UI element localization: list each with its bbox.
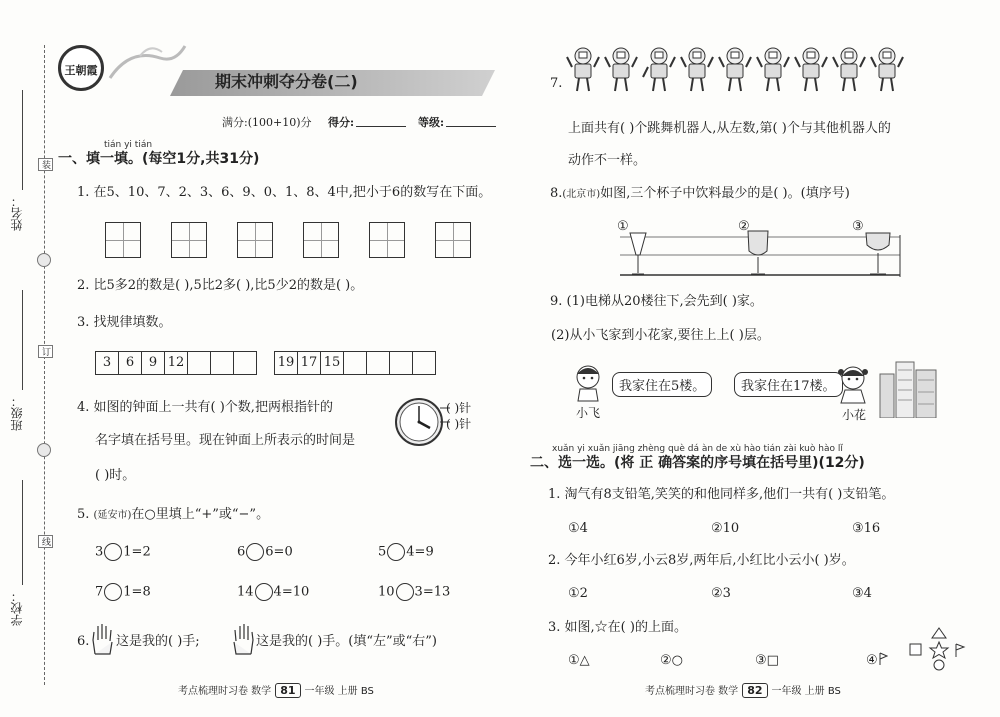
q5-eq-2 xyxy=(237,543,293,562)
answer-box-5[interactable] xyxy=(369,222,405,258)
q4-line2: 名字填在括号里。现在钟面上所表示的时间是 xyxy=(95,433,356,448)
q7-line1: 上面共有( )个跳舞机器人,从左数,第( )个与其他机器人的 xyxy=(568,121,891,136)
robot-icon xyxy=(870,45,904,93)
score-blank[interactable] xyxy=(356,126,406,127)
q9-1: 9. (1)电梯从20楼往下,会先到( )家。 xyxy=(550,294,763,309)
seq2-cell: 19 xyxy=(274,351,298,375)
grade-label: 等级: xyxy=(418,116,445,129)
q5-operand: 6 xyxy=(237,544,246,560)
operator-circle[interactable] xyxy=(396,583,414,601)
page-title: 期末冲刺夺分卷(二) xyxy=(215,72,358,91)
cup-label-2: ② xyxy=(738,219,750,234)
seq1-cell[interactable] xyxy=(233,351,257,375)
seq1-cell: 12 xyxy=(164,351,188,375)
q5-operand: 1=2 xyxy=(123,544,151,560)
seq1-cell: 3 xyxy=(95,351,119,375)
building-icon xyxy=(878,360,940,418)
q5-instruction: 在○里填上“+”或“−”。 xyxy=(131,507,270,522)
answer-box-3[interactable] xyxy=(237,222,273,258)
q7-line2: 动作不一样。 xyxy=(568,153,647,168)
s2-q3-opt2[interactable]: ②○ xyxy=(660,653,683,668)
operator-circle[interactable] xyxy=(104,543,122,561)
q5-operand: 1=8 xyxy=(123,584,151,600)
seq1-cell[interactable] xyxy=(187,351,211,375)
operator-circle[interactable] xyxy=(255,583,273,601)
name-label: 姓名： xyxy=(10,195,24,231)
page-number-left: 81 xyxy=(275,683,300,698)
s2-q2: 2. 今年小红6岁,小云8岁,两年后,小红比小云小( )岁。 xyxy=(548,553,855,568)
q8-question: 如图,三个杯子中饮料最少的是( )。(填序号) xyxy=(600,186,850,201)
seq1-cell: 6 xyxy=(118,351,142,375)
binding-hole-1 xyxy=(37,253,51,267)
operator-circle[interactable] xyxy=(387,543,405,561)
score-label: 得分: xyxy=(328,116,355,129)
name-xiaohua: 小花 xyxy=(842,408,867,422)
seq2-cell[interactable] xyxy=(366,351,390,375)
q5-operand: 6=0 xyxy=(265,544,293,560)
seq2-cell[interactable] xyxy=(343,351,367,375)
section2-pinyin: xuǎn yi xuǎn jiāng zhèng què dá àn de xù hào tián zài kuò hào lǐ xyxy=(552,444,843,454)
answer-box-6[interactable] xyxy=(435,222,471,258)
school-label: 学校： xyxy=(10,590,24,626)
girl-xiaohua-icon xyxy=(835,362,871,404)
robot-icon xyxy=(604,45,638,93)
operator-circle[interactable] xyxy=(104,583,122,601)
q3-text: 3. 找规律填数。 xyxy=(77,315,172,330)
clock-icon xyxy=(394,397,444,447)
s2-q2-opt1[interactable]: ①2 xyxy=(568,586,588,601)
q6-part2: 这是我的( )手。(填“左”或“右”) xyxy=(256,634,438,649)
q5-eq-4 xyxy=(95,583,151,602)
s2-q3: 3. 如图,☆在( )的上面。 xyxy=(548,620,687,635)
grade-blank[interactable] xyxy=(446,126,496,127)
q9-2: (2)从小飞家到小花家,要往上上( )层。 xyxy=(551,328,770,343)
class-underline xyxy=(22,290,23,390)
s2-q2-opt3[interactable]: ③4 xyxy=(852,586,872,601)
robot-icon xyxy=(680,45,714,93)
operator-circle[interactable] xyxy=(246,543,264,561)
q7-number: 7. xyxy=(550,76,563,91)
footer-left-tail: 一年级 上册 BS xyxy=(304,686,374,697)
q4-line1: 4. 如图的钟面上一共有( )个数,把两根指针的 xyxy=(77,400,333,415)
q1-text: 1. 在5、10、7、2、3、6、9、0、1、8、4中,把小于6的数写在下面。 xyxy=(77,185,492,200)
q8-text xyxy=(550,185,850,204)
s2-q1-opt3[interactable]: ③16 xyxy=(852,521,881,536)
fold-tag-1: 装 xyxy=(38,158,53,171)
s2-q1: 1. 淘气有8支铅笔,笑笑的和他同样多,他们一共有( )支铅笔。 xyxy=(548,487,895,502)
binding-line xyxy=(44,45,45,685)
cup-label-3: ③ xyxy=(852,219,864,234)
footer-right-tail: 一年级 上册 BS xyxy=(771,686,841,697)
q5-operand: 10 xyxy=(378,584,395,600)
q4-hand-2: ( )针 xyxy=(446,417,472,431)
section1-heading: 一、填一填。(每空1分,共31分) xyxy=(58,151,260,167)
q6-number: 6. xyxy=(77,634,90,649)
seq2-cell[interactable] xyxy=(389,351,413,375)
sequence-2 xyxy=(275,351,436,375)
robot-icon xyxy=(756,45,790,93)
q8-tag: (北京市) xyxy=(562,189,601,200)
q5-eq-6 xyxy=(378,583,450,602)
footer-right xyxy=(645,682,841,698)
publisher-logo xyxy=(58,45,104,91)
school-underline xyxy=(22,480,23,585)
seq1-cell[interactable] xyxy=(210,351,234,375)
robot-icon xyxy=(832,45,866,93)
s2-q1-opt2[interactable]: ②10 xyxy=(711,521,740,536)
q5-eq-1 xyxy=(95,543,151,562)
cup-label-1: ① xyxy=(617,219,629,234)
footer-left-text: 考点梳理时习卷 数学 xyxy=(178,686,272,697)
seq2-cell: 15 xyxy=(320,351,344,375)
q5-operand: 4=10 xyxy=(273,584,310,600)
q5-operand: 4=9 xyxy=(406,544,434,560)
s2-q3-opt3[interactable]: ③□ xyxy=(755,653,779,668)
class-label: 班级： xyxy=(10,395,24,431)
answer-box-1[interactable] xyxy=(105,222,141,258)
page-number-right: 82 xyxy=(742,683,767,698)
seq2-cell[interactable] xyxy=(412,351,436,375)
q4-hand-1: ( )针 xyxy=(446,401,472,415)
sequence-1 xyxy=(96,351,257,375)
q6-part1: 这是我的( )手; xyxy=(116,634,200,649)
q5-operand: 7 xyxy=(95,584,104,600)
section1-pinyin: tián yi tián xyxy=(104,140,153,150)
q5-eq-5 xyxy=(237,583,309,602)
left-hand-icon xyxy=(90,622,116,656)
seq2-cell: 17 xyxy=(297,351,321,375)
speech-bubble-xiaofei: 我家住在5楼。 xyxy=(612,372,712,397)
s2-q1-opt1[interactable]: ①4 xyxy=(568,521,588,536)
fold-tag-3: 线 xyxy=(38,535,53,548)
robot-icon xyxy=(794,45,828,93)
speech-bubble-xiaohua: 我家住在17楼。 xyxy=(734,372,843,397)
s2-q3-opt4[interactable]: ④ xyxy=(866,653,878,668)
name-xiaofei: 小飞 xyxy=(576,406,601,420)
robot-icon xyxy=(718,45,752,93)
q5-tag: (延安市) xyxy=(93,510,132,521)
shapes-figure xyxy=(906,624,970,672)
cups-figure xyxy=(600,215,912,281)
s2-q2-opt2[interactable]: ②3 xyxy=(711,586,731,601)
robot-icon xyxy=(566,45,600,93)
seq1-cell: 9 xyxy=(141,351,165,375)
q5-operand: 14 xyxy=(237,584,254,600)
q5-operand: 3=13 xyxy=(414,584,451,600)
s2-q3-opt1[interactable]: ①△ xyxy=(568,653,590,668)
footer-right-text: 考点梳理时习卷 数学 xyxy=(645,686,739,697)
q5-text: 5. (延安市)在○里填上“+”或“−”。 xyxy=(77,507,270,522)
fold-tag-2: 订 xyxy=(38,345,53,358)
q5-operand: 3 xyxy=(95,544,104,560)
flag-icon xyxy=(878,652,888,666)
name-underline xyxy=(22,90,23,190)
q5-operand: 5 xyxy=(378,544,387,560)
right-hand-icon xyxy=(230,622,256,656)
q8-number: 8. xyxy=(550,186,563,201)
logo-text: 王朝霞 xyxy=(64,64,98,77)
section2-heading: 二、选一选。(将 正 确答案的序号填在括号里)(12分) xyxy=(530,455,865,471)
full-score: 满分:(100+10)分 xyxy=(222,116,312,129)
ribbon-decoration xyxy=(100,38,190,83)
footer-left xyxy=(178,682,374,698)
q2-text: 2. 比5多2的数是( ),5比2多( ),比5少2的数是( )。 xyxy=(77,278,364,293)
answer-box-2[interactable] xyxy=(171,222,207,258)
boy-xiaofei-icon xyxy=(570,362,606,402)
q4-line3: ( )时。 xyxy=(95,468,136,483)
robot-icon xyxy=(642,45,676,93)
answer-box-4[interactable] xyxy=(303,222,339,258)
binding-hole-2 xyxy=(37,443,51,457)
q5-eq-3 xyxy=(378,543,434,562)
